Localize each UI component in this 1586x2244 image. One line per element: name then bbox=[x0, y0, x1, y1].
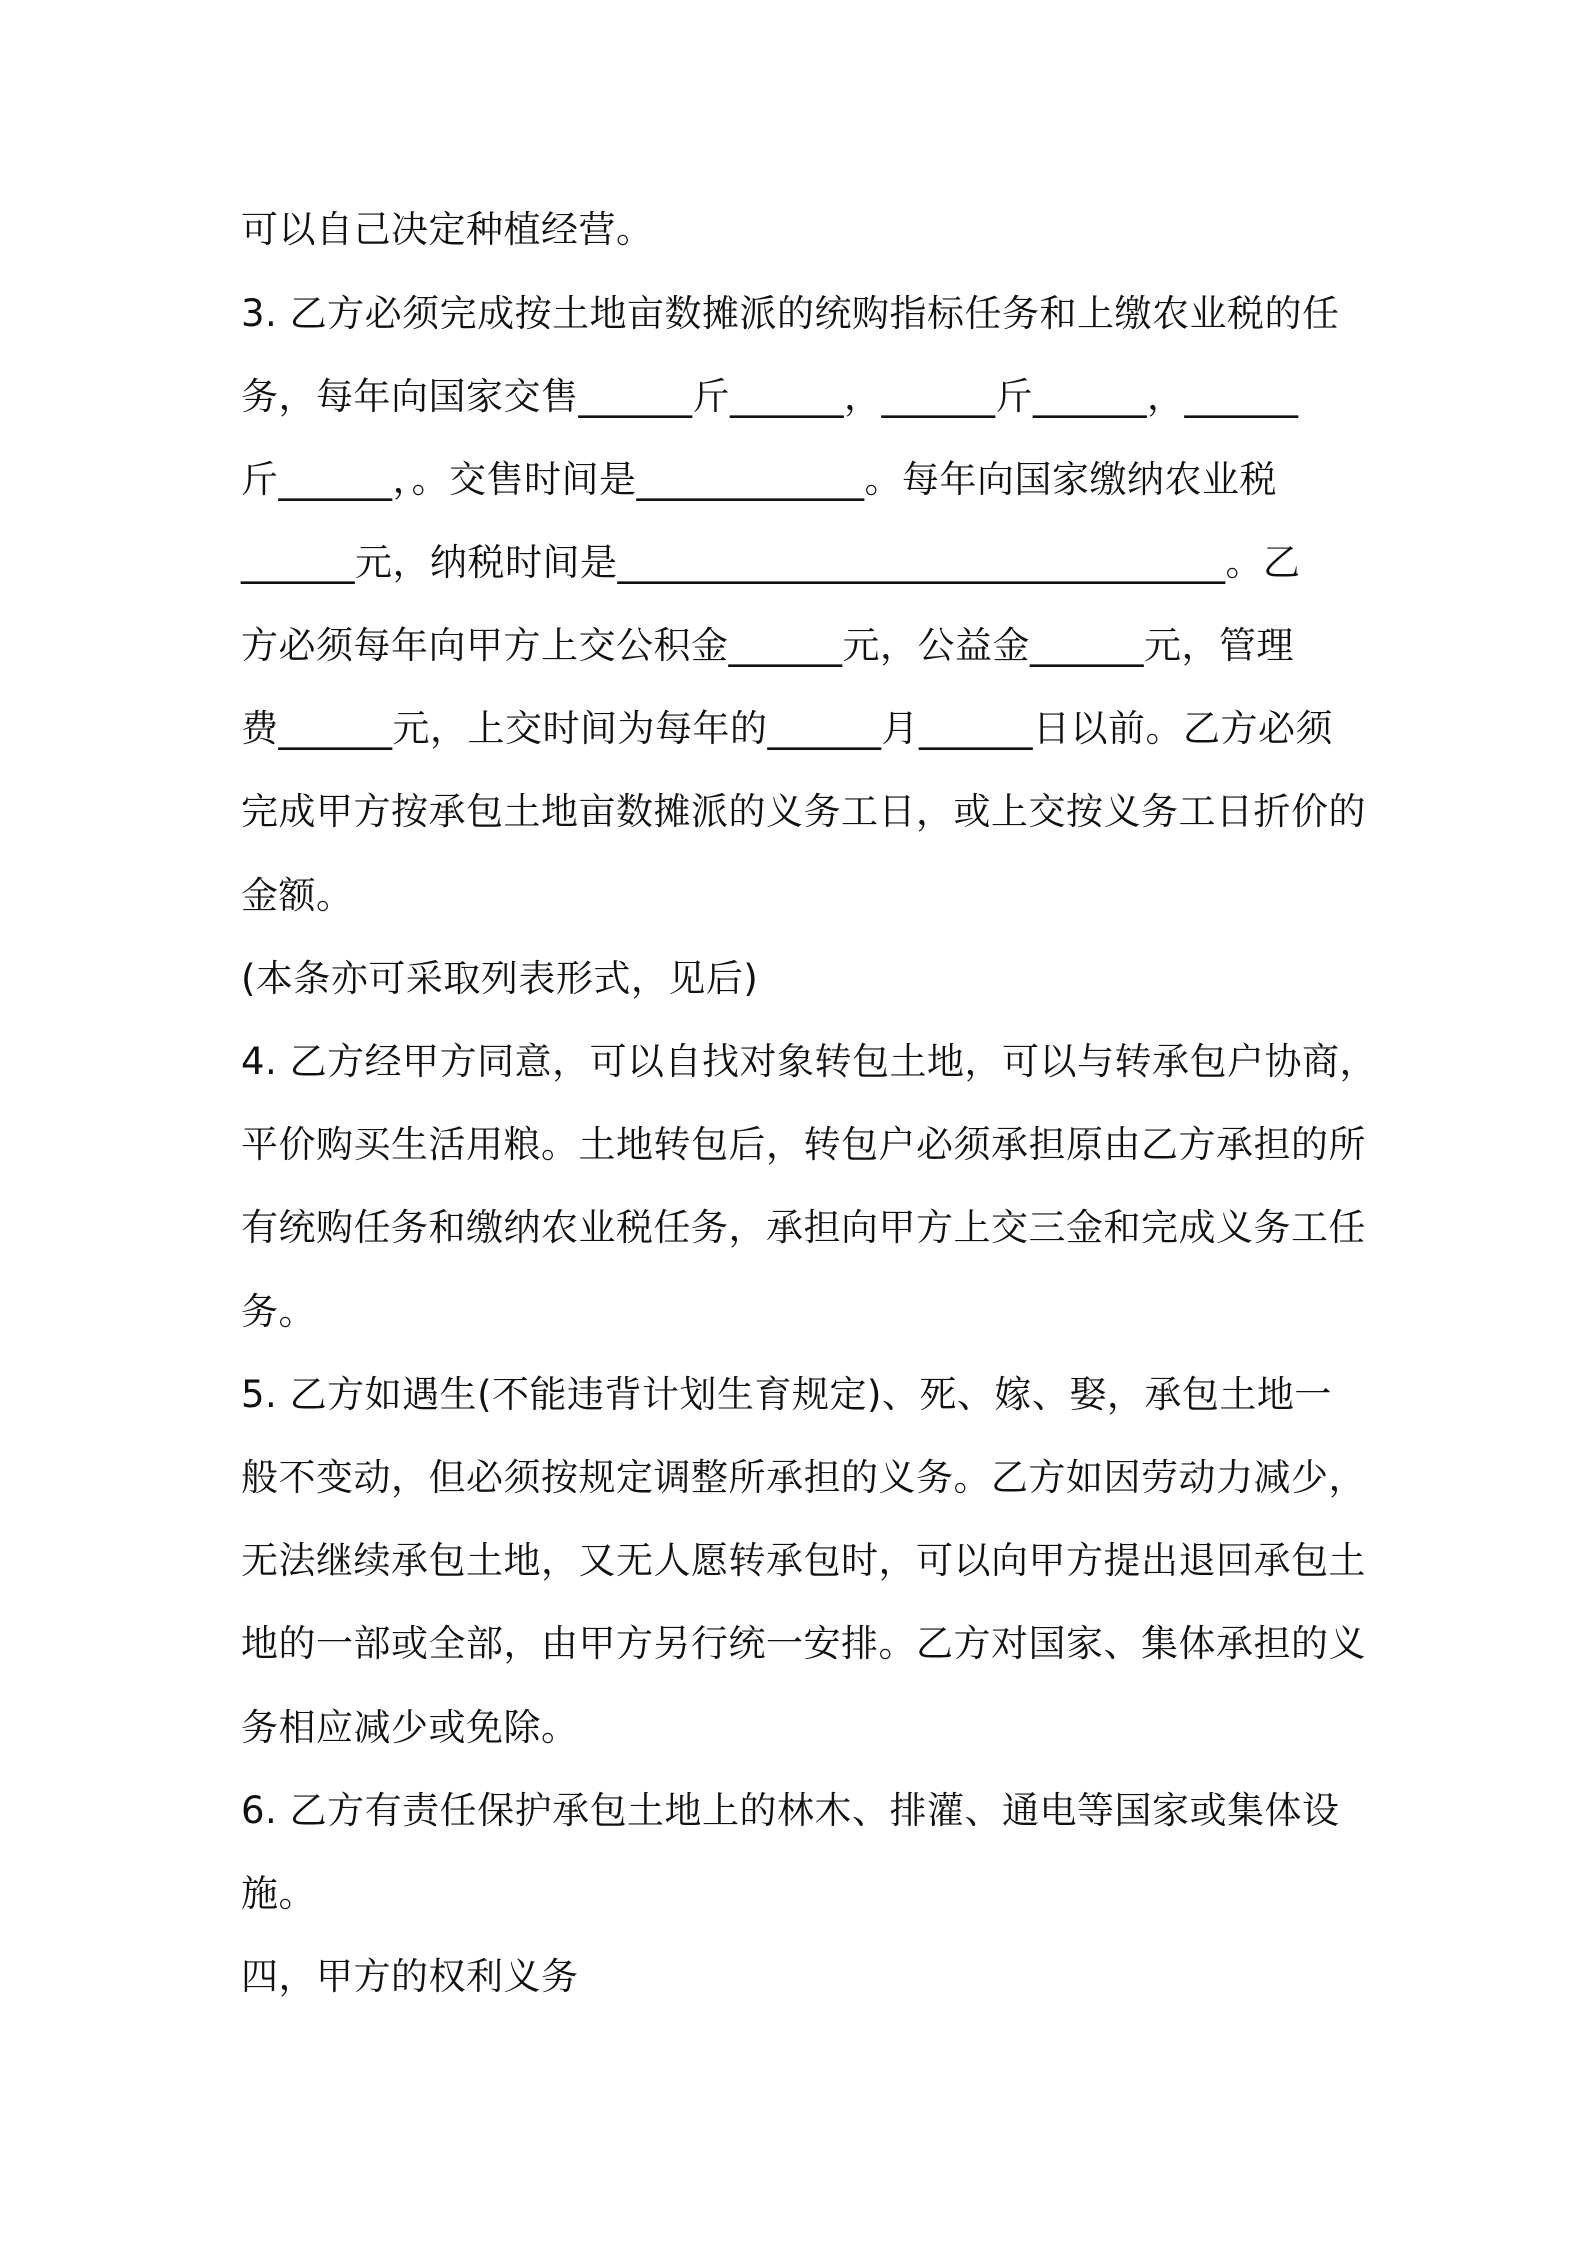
text-line: (本条亦可采取列表形式，见后) bbox=[241, 957, 759, 1000]
text-line: 方必须每年向甲方上交公积金______元，公益金______元，管理 bbox=[241, 624, 1294, 667]
text-line: 4. 乙方经甲方同意，可以自找对象转包土地，可以与转承包户协商， bbox=[241, 1040, 1378, 1083]
text-line: 有统购任务和缴纳农业税任务，承担向甲方上交三金和完成义务工任 bbox=[241, 1206, 1366, 1249]
text-line: 平价购买生活用粮。土地转包后，转包户必须承担原由乙方承担的所 bbox=[241, 1123, 1366, 1166]
section-heading: 四，甲方的权利义务 bbox=[241, 1955, 579, 1998]
text-line: ______元，纳税时间是________________________________。乙 bbox=[241, 541, 1301, 584]
text-line: 5. 乙方如遇生(不能违背计划生育规定)、死、嫁、娶，承包土地一 bbox=[241, 1373, 1332, 1416]
text-line: 般不变动，但必须按规定调整所承担的义务。乙方如因劳动力减少， bbox=[241, 1456, 1366, 1499]
text-line: 务，每年向国家交售______斤______，______斤______，______ bbox=[241, 375, 1299, 418]
text-line: 费______元，上交时间为每年的______月______日以前。乙方必须 bbox=[241, 707, 1333, 750]
text-line: 6. 乙方有责任保护承包土地上的林木、排灌、通电等国家或集体设 bbox=[241, 1789, 1340, 1832]
text-line: 完成甲方按承包土地亩数摊派的义务工日，或上交按义务工日折价的 bbox=[241, 790, 1366, 833]
text-line: 务相应减少或免除。 bbox=[241, 1706, 579, 1749]
text-line: 地的一部或全部，由甲方另行统一安排。乙方对国家、集体承担的义 bbox=[241, 1622, 1366, 1665]
text-line: 务。 bbox=[241, 1290, 316, 1333]
text-line: 可以自己决定种植经营。 bbox=[241, 208, 654, 251]
text-line: 3. 乙方必须完成按土地亩数摊派的统购指标任务和上缴农业税的任 bbox=[241, 292, 1340, 335]
text-line: 金额。 bbox=[241, 874, 354, 917]
text-line: 无法继续承包土地，又无人愿转承包时，可以向甲方提出退回承包土 bbox=[241, 1539, 1366, 1582]
text-line: 施。 bbox=[241, 1872, 316, 1915]
text-line: 斤______，。交售时间是____________。每年向国家缴纳农业税 bbox=[241, 458, 1277, 501]
